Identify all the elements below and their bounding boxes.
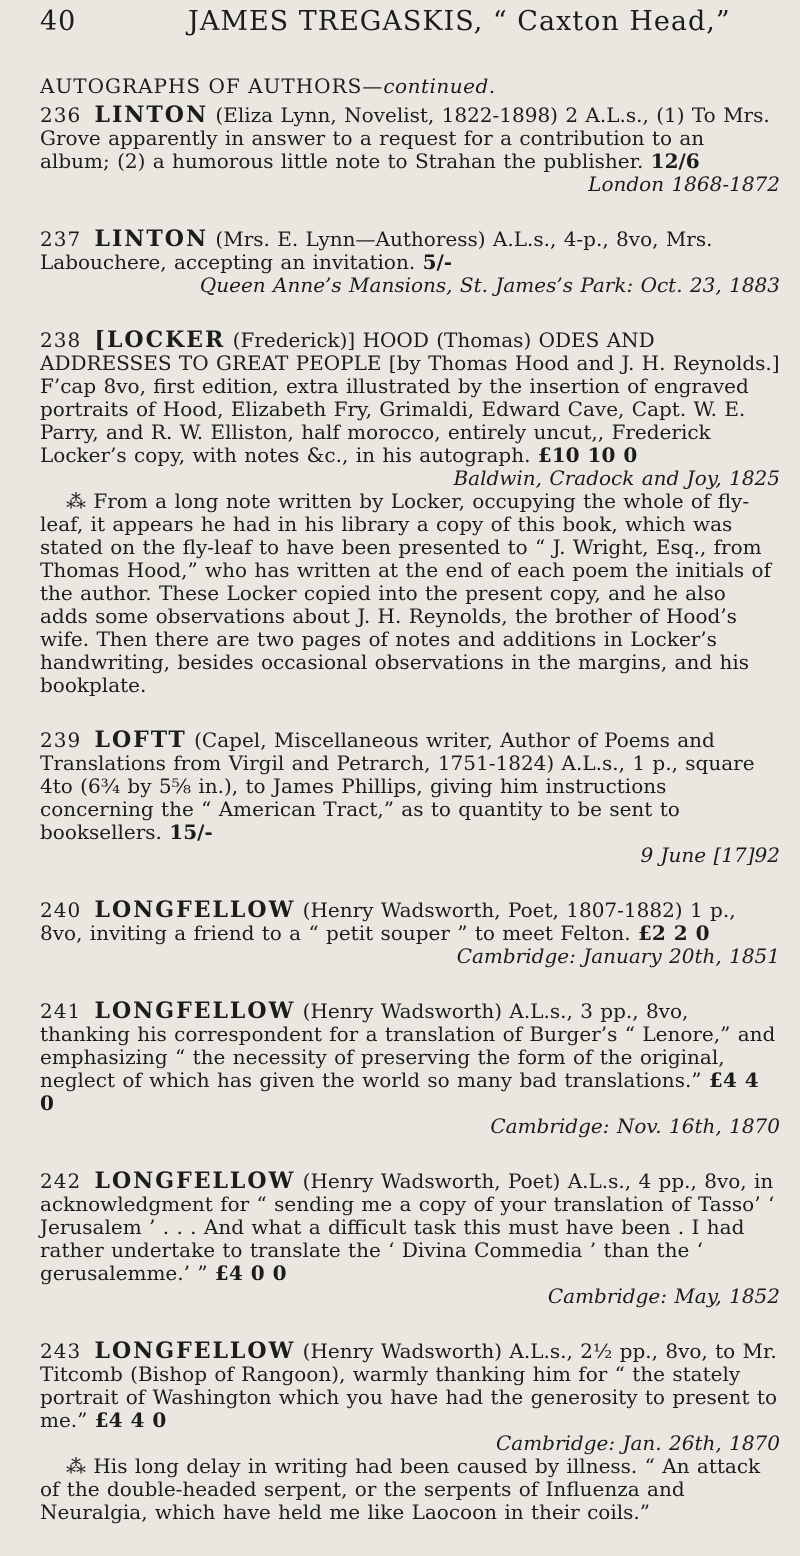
entry-237 (40, 228, 780, 297)
author-name: LINTON (94, 226, 209, 252)
section-heading (40, 74, 496, 98)
entry-number: 238 (40, 328, 82, 352)
entry-description: (Mrs. E. Lynn—Authoress) A.L.s., 4-p., 8vo, Mrs. Labouchere, accepting an invitation. (40, 227, 713, 274)
entry-number: 237 (40, 227, 82, 251)
entry-price: £2 2 0 (638, 921, 710, 945)
entry-243 (40, 1340, 780, 1524)
entry-place-date: Cambridge: Nov. 16th, 1870 (490, 1114, 780, 1138)
entry-price: 5/- (422, 250, 453, 274)
entry-place-date: Queen Anne’s Mansions, St. James’s Park: Oct. 23, 1883 (199, 273, 780, 297)
author-name: LONGFELLOW (94, 897, 296, 923)
entry-list (40, 104, 780, 1556)
author-name: LONGFELLOW (94, 1168, 296, 1194)
author-name: [LOCKER (94, 327, 226, 353)
section-continued: continued. (383, 74, 496, 98)
entry-number: 242 (40, 1169, 82, 1193)
entry-description: (Henry Wadsworth, Poet, 1807-1882) 1 p., 8vo, inviting a friend to a “ petit souper ” to meet Felton. (40, 898, 736, 945)
entry-number: 241 (40, 999, 82, 1023)
entry-number: 240 (40, 898, 82, 922)
author-name: LOFTT (94, 727, 187, 753)
entry-number: 239 (40, 728, 82, 752)
entry-description: (Henry Wadsworth, Poet) A.L.s., 4 pp., 8vo, in acknowledgment for “ sending me a copy of your translation of Tasso’ ‘ Jerusalem ’ . . . And what a difficult task this must have been . I had rather undertake to translate the ‘ Divina Commedia ’ than the ‘ gerusalemme.’ ” (40, 1169, 775, 1285)
author-name: LONGFELLOW (94, 1338, 296, 1364)
entry-place-date: London 1868-1872 (588, 172, 780, 196)
entry-239 (40, 729, 780, 867)
entry-price: 15/- (169, 820, 213, 844)
entry-241 (40, 1000, 780, 1138)
author-name: LINTON (94, 102, 209, 128)
running-head (40, 6, 800, 46)
author-name: LONGFELLOW (94, 998, 296, 1024)
entry-note: ⁂ His long delay in writing had been caused by illness. “ An attack of the double-headed serpent, or the serpents of Influenza and Neuralgia, which have held me like Laocoon in their coils.” (40, 1454, 761, 1524)
entry-note: ⁂ From a long note written by Locker, occupying the whole of fly-leaf, it appears he had in his library a copy of this book, which was stated on the fly-leaf to have been presented to “ J. Wright, Esq., from Thomas Hood,” who has written at the end of each poem the initials of the author. These Locker copied into the present copy, and he also adds some observations about J. H. Reynolds, the brother of Hood’s wife. Then there are two pages of notes and additions in Locker’s handwriting, besides occasional observations in the margins, and his bookplate. (40, 489, 771, 697)
entry-242 (40, 1170, 780, 1308)
entry-price: £10 10 0 (537, 443, 638, 467)
entry-place-date: Cambridge: Jan. 26th, 1870 (495, 1431, 780, 1455)
page-title: JAMES TREGASKIS, “ Caxton Head,” (188, 6, 731, 37)
entry-place-date: Baldwin, Cradock and Joy, 1825 (453, 466, 780, 490)
entry-price: £4 0 0 (214, 1261, 287, 1285)
entry-number: 236 (40, 103, 82, 127)
entry-place-date: 9 June [17]92 (640, 843, 780, 867)
entry-description: (Henry Wadsworth) A.L.s., 3 pp., 8vo, thanking his correspondent for a translation of Burger’s “ Lenore,” and emphasizing “ the necessity of preserving the form of the original, neglect of which has given the world so many bad translations.” (40, 999, 776, 1092)
section-label: AUTOGRAPHS OF AUTHORS— (40, 74, 384, 98)
entry-place-date: Cambridge: January 20th, 1851 (456, 944, 780, 968)
entry-236 (40, 104, 780, 196)
entry-number: 243 (40, 1339, 82, 1363)
entry-price: £4 4 0 (40, 1068, 759, 1115)
entry-place-date: Cambridge: May, 1852 (547, 1284, 780, 1308)
entry-240 (40, 899, 780, 968)
entry-price: £4 4 0 (94, 1408, 167, 1432)
entry-description: (Frederick)] HOOD (Thomas) ODES AND ADDRESSES TO GREAT PEOPLE [by Thomas Hood and J. H. Reynolds.] F’cap 8vo, first edition, extra illustrated by the insertion of engraved portraits of Hood, Elizabeth Fry, Grimaldi, Edward Cave, Capt. W. E. Parry, and R. W. Elliston, half morocco, entirely uncut,, Frederick Locker’s copy, with notes &c., in his autograph. (40, 328, 780, 467)
entry-description: (Henry Wadsworth) A.L.s., 2½ pp., 8vo, to Mr. Titcomb (Bishop of Rangoon), warmly thanking him for “ the stately portrait of Washington which you have had the generosity to present to me.” (40, 1339, 777, 1432)
entry-price: 12/6 (650, 149, 700, 173)
entry-238 (40, 329, 780, 697)
entry-description: (Eliza Lynn, Novelist, 1822-1898) 2 A.L.s., (1) To Mrs. Grove apparently in answer to a request for a contribution to an album; (2) a humorous little note to Strahan the publisher. (40, 103, 770, 173)
page-number: 40 (40, 6, 77, 37)
entry-description: (Capel, Miscellaneous writer, Author of Poems and Translations from Virgil and Petrarch, 1751-1824) A.L.s., 1 p., square 4to (6¾ by 5⅝ in.), to James Phillips, giving him instructions concerning the “ American Tract,” as to quantity to be sent to booksellers. (40, 728, 755, 844)
